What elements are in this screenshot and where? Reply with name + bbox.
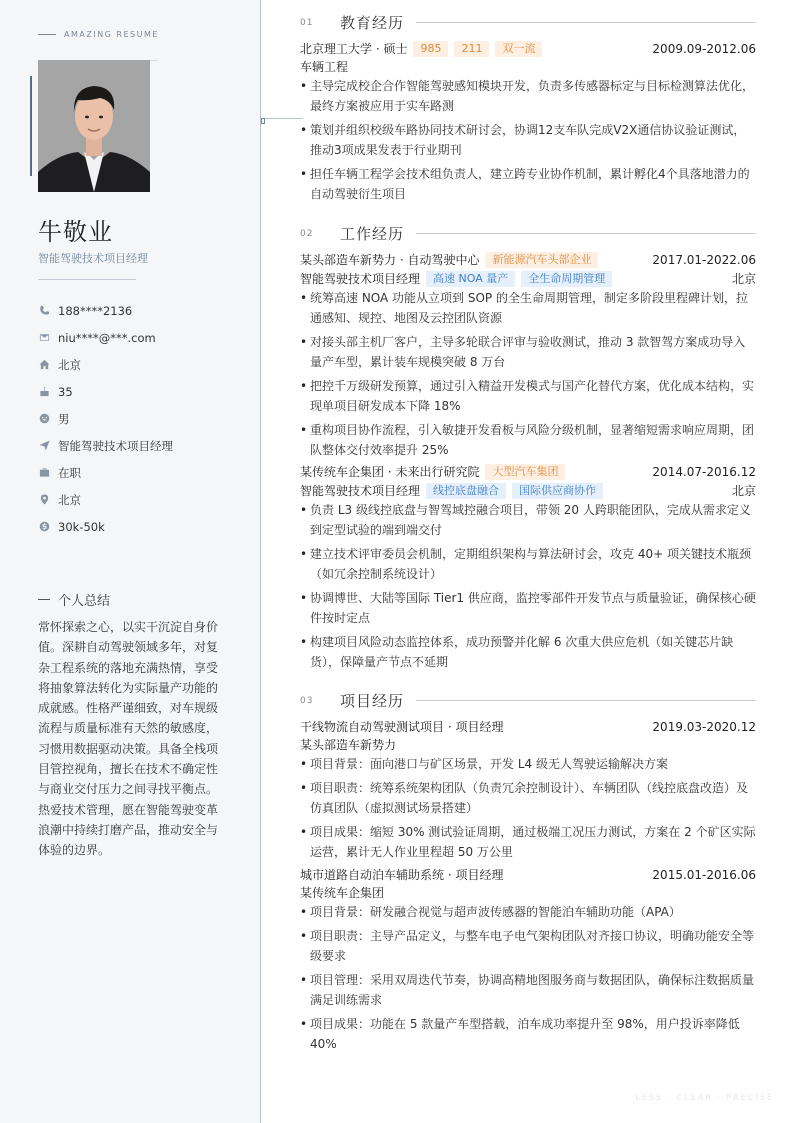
project-date: 2015.01-2016.06: [652, 867, 756, 882]
work-header-row: [300, 462, 756, 481]
work-bullet: • 构建项目风险动态监控体系，成功预警并化解 6 次重大供应危机（如关键芯片缺货），保障量产节点不延期: [300, 632, 756, 672]
briefcase-icon: [38, 467, 50, 479]
projects-section-heading: [300, 690, 756, 711]
education-major: 车辆工程: [300, 60, 349, 74]
summary-dash: [38, 599, 50, 600]
work-section-title: 工作经历: [340, 225, 405, 243]
work-position: 智能驾驶技术项目经理: [300, 484, 421, 498]
contact-email: [38, 324, 248, 351]
education-date: 2009.09-2012.06: [652, 41, 756, 56]
sidebar: [0, 0, 261, 1123]
work-bullet: • 统筹高速 NOA 功能从立项到 SOP 的全生命周期管理，制定多阶段里程碑计划，拉通感知、规控、地图及云控团队资源: [300, 288, 756, 328]
contact-phone-text: 188****2136: [58, 303, 133, 318]
work-bullet: • 建立技术评审委员会机制，定期组织架构与算法研讨会，攻克 40+ 项关键技术瓶颈（如冗余控制系统设计）: [300, 544, 756, 584]
education-bullets: [300, 76, 756, 204]
contact-status: [38, 459, 248, 486]
work-city: 北京: [731, 484, 756, 498]
brand-text: AMAZING RESUME: [64, 30, 159, 39]
contact-target-role: [38, 432, 248, 459]
summary-title-text: 个人总结: [58, 594, 111, 609]
project-header-row: [300, 717, 756, 736]
contact-phone: [38, 297, 248, 324]
work-date: 2014.07-2016.12: [652, 464, 756, 479]
work-position-tag: 国际供应商协作: [512, 483, 603, 499]
project-bullet: • 项目职责：主导产品定义，与整车电子电气架构团队对齐接口协议，明确功能安全等级要求: [300, 926, 756, 966]
work-position-row: [300, 481, 756, 500]
project-header-row: [300, 865, 756, 884]
work-position-row: [300, 269, 756, 288]
work-entry: [300, 462, 756, 676]
money-icon: [38, 521, 50, 533]
education-tag: 985: [413, 41, 448, 57]
sidebar-connector-mark: [261, 118, 265, 124]
cake-icon: [38, 386, 50, 398]
contact-salary: [38, 513, 248, 540]
project-name: 干线物流自动驾驶测试项目 · 项目经理: [300, 720, 504, 734]
contact-status-text: 在职: [58, 465, 81, 480]
work-company-tag: 大型汽车集团: [485, 464, 565, 480]
work-header-row: [300, 250, 756, 269]
work-date: 2017.01-2022.06: [652, 252, 756, 267]
work-company-group: [300, 251, 598, 268]
project-name: 城市道路自动泊车辅助系统 · 项目经理: [300, 868, 504, 882]
project-org: 某传统车企集团: [300, 886, 385, 900]
education-tag: 双一流: [495, 41, 542, 57]
project-entry: [300, 865, 756, 1058]
footer-slogan: LESS · CLEAR · PRECISE: [635, 1093, 774, 1102]
project-bullet: • 项目成果：缩短 30% 测试验证周期，通过极端工况压力测试，方案在 2 个矿区实际运营，累计无人作业里程超 50 万公里: [300, 822, 756, 862]
education-section-number: 01: [300, 17, 314, 28]
summary-heading: [38, 590, 110, 609]
projects-section-title: 项目经历: [340, 692, 405, 710]
education-header-row: [300, 39, 756, 58]
project-org: 某头部造车新势力: [300, 738, 397, 752]
role-divider: [38, 279, 136, 280]
projects-section-number: 03: [300, 695, 314, 706]
contact-home-text: 北京: [58, 357, 81, 372]
project-bullet: • 项目成果：功能在 5 款量产车型搭载，泊车成功率提升至 98%，用户投诉率降低 40%: [300, 1014, 756, 1054]
work-entry: [300, 250, 756, 464]
project-entry: [300, 717, 756, 866]
work-position-tag: 高速 NOA 量产: [426, 271, 515, 287]
work-company-tag: 新能源汽车头部企业: [485, 252, 598, 268]
contact-target-role-text: 智能驾驶技术项目经理: [58, 438, 173, 453]
project-bullets: [300, 902, 756, 1054]
work-bullet: • 重构项目协作流程，引入敏捷开发看板与风险分级机制，显著缩短需求响应周期，团队整体交付效率提升 25%: [300, 420, 756, 460]
brand-line: [38, 34, 56, 35]
education-bullet: • 策划并组织校级车路协同技术研讨会，协调12支车队完成V2X通信协议验证测试，推动3项成果发表于行业期刊: [300, 120, 756, 160]
education-section-title: 教育经历: [340, 14, 405, 32]
face-icon: [38, 413, 50, 425]
work-bullets: [300, 288, 756, 460]
contact-age: [38, 378, 248, 405]
phone-icon: [38, 305, 50, 317]
project-bullet: • 项目背景：研发融合视觉与超声波传感器的智能泊车辅助功能（APA）: [300, 902, 756, 922]
work-bullet: • 把控千万级研发预算，通过引入精益开发模式与国产化替代方案，优化成本结构，实现单项目研发成本下降 18%: [300, 376, 756, 416]
education-tag: 211: [454, 41, 489, 57]
contact-age-text: 35: [58, 384, 73, 399]
education-section-rule: [416, 22, 756, 23]
contact-gender-text: 男: [58, 411, 70, 426]
project-date: 2019.03-2020.12: [652, 719, 756, 734]
project-bullets: [300, 754, 756, 862]
education-entry: [300, 39, 756, 208]
work-section-number: 02: [300, 228, 314, 239]
location-icon: [38, 494, 50, 506]
profile-name: 牛敬业: [38, 218, 113, 246]
education-bullet: • 担任车辆工程学会技术组负责人，建立跨专业协作机制，累计孵化4个具落地潜力的自动驾驶衍生项目: [300, 164, 756, 204]
work-position-tag: 全生命周期管理: [521, 271, 612, 287]
work-company-group: [300, 463, 565, 480]
mail-icon: [38, 332, 50, 344]
education-school-group: [300, 40, 542, 57]
contact-location: [38, 486, 248, 513]
photo-accent-line: [30, 76, 32, 176]
project-bullet: • 项目管理：采用双周迭代节奏，协调高精地图服务商与数据团队，确保标注数据质量满足训练需求: [300, 970, 756, 1010]
work-company: 某传统车企集团 · 未来出行研究院: [300, 465, 480, 479]
education-bullet: • 主导完成校企合作智能驾驶感知模块开发，负责多传感器标定与目标检测算法优化，最终方案被应用于实车路测: [300, 76, 756, 116]
send-icon: [38, 440, 50, 452]
work-city: 北京: [731, 272, 756, 286]
work-position-group: [300, 270, 612, 287]
education-section-heading: [300, 12, 756, 33]
project-bullet: • 项目背景：面向港口与矿区场景，开发 L4 级无人驾驶运输解决方案: [300, 754, 756, 774]
sidebar-connector-line: [261, 118, 303, 119]
work-section-heading: [300, 223, 756, 244]
work-position-group: [300, 482, 603, 499]
home-icon: [38, 359, 50, 371]
profile-photo: [38, 60, 150, 192]
work-bullet: • 协调博世、大陆等国际 Tier1 供应商，监控零部件开发节点与质量验证，确保核心硬件按时定点: [300, 588, 756, 628]
work-bullets: [300, 500, 756, 672]
contact-gender: [38, 405, 248, 432]
work-position: 智能驾驶技术项目经理: [300, 272, 421, 286]
work-bullet: • 对接头部主机厂客户，主导多轮联合评审与验收测试，推动 3 款智驾方案成功导入量产车型，累计装车规模突破 8 万台: [300, 332, 756, 372]
contact-location-text: 北京: [58, 492, 81, 507]
work-section-rule: [416, 233, 756, 234]
education-school: 北京理工大学 · 硕士: [300, 42, 408, 56]
contact-email-text: niu****@***.com: [58, 330, 156, 345]
contact-list: [38, 297, 248, 540]
project-bullet: • 项目职责：统筹系统架构团队（负责冗余控制设计）、车辆团队（线控底盘改造）及仿真团队（虚拟测试场景搭建）: [300, 778, 756, 818]
contact-salary-text: 30k-50k: [58, 519, 105, 534]
profile-role: 智能驾驶技术项目经理: [38, 252, 148, 265]
brand: [38, 30, 159, 39]
projects-section-rule: [416, 700, 756, 701]
work-company: 某头部造车新势力 · 自动驾驶中心: [300, 253, 480, 267]
work-bullet: • 负责 L3 级线控底盘与智驾域控融合项目，带领 20 人跨职能团队，完成从需求定义到定型试验的端到端交付: [300, 500, 756, 540]
work-position-tag: 线控底盘融合: [426, 483, 506, 499]
summary-text: 常怀探索之心，以实干沉淀自身价值。深耕自动驾驶领域多年，对复杂工程系统的落地充满热情，享受将抽象算法转化为实际量产功能的成就感。性格严谨细致，对车规级流程与质量标准有天然的敏感度，习惯用数据驱动决策。具备全栈项目管控视角，擅长在技术不确定性与商业交付压力之间寻找平衡点。热爱技术管理，愿在智能驾驶变革浪潮中持续打磨产品，推动安全与体验的边界。: [38, 620, 219, 858]
contact-home: [38, 351, 248, 378]
